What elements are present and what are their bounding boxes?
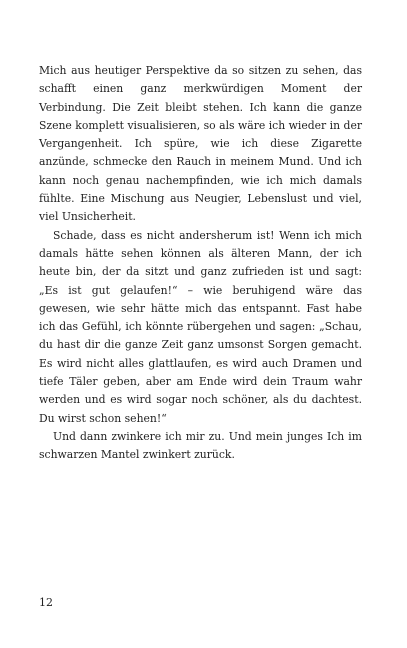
body-text — [39, 62, 362, 465]
paragraph-3: Und dann zwinkere ich mir zu. Und mein junges Ich im schwarzen Mantel zwinkert zurück. — [39, 429, 362, 462]
paragraph-1: Mich aus heutiger Perspektive da so sitzen zu sehen, das schafft einen ganz merkwürdigen Moment der Verbindung. Die Zeit bleibt stehen. Ich kann die ganze Szene komplett visualisieren, so als wäre ich wieder in der Vergangenheit. Ich spüre, wie ich diese Zigarette anzünde, schmecke den Rauch in meinem Mund. Und ich kann noch genau nachempfinden, wie ich mich damals fühlte. Eine Mischung aus Neugier, Lebenslust und viel, viel Unsicherheit. — [39, 64, 362, 224]
paragraph-2: Schade, dass es nicht andersherum ist! Wenn ich mich damals hätte sehen können als älteren Mann, der ich heute bin, der da sitzt und ganz zufrieden ist und sagt: „Es ist gut gelaufen!“ – wie beruhigend wäre das gewesen, wie sehr hätte mich das entspannt. Fast habe ich das Gefühl, ich könnte rübergehen und sagen: „Schau, du hast dir die ganze Zeit ganz umsonst Sorgen gemacht. Es wird nicht alles glattlaufen, es wird auch Dramen und tiefe Täler geben, aber am Ende wird dein Traum wahr werden und es wird sogar noch schöner, als du dachtest. Du wirst schon sehen!“ — [39, 228, 362, 425]
page-number: 12 — [39, 596, 53, 609]
